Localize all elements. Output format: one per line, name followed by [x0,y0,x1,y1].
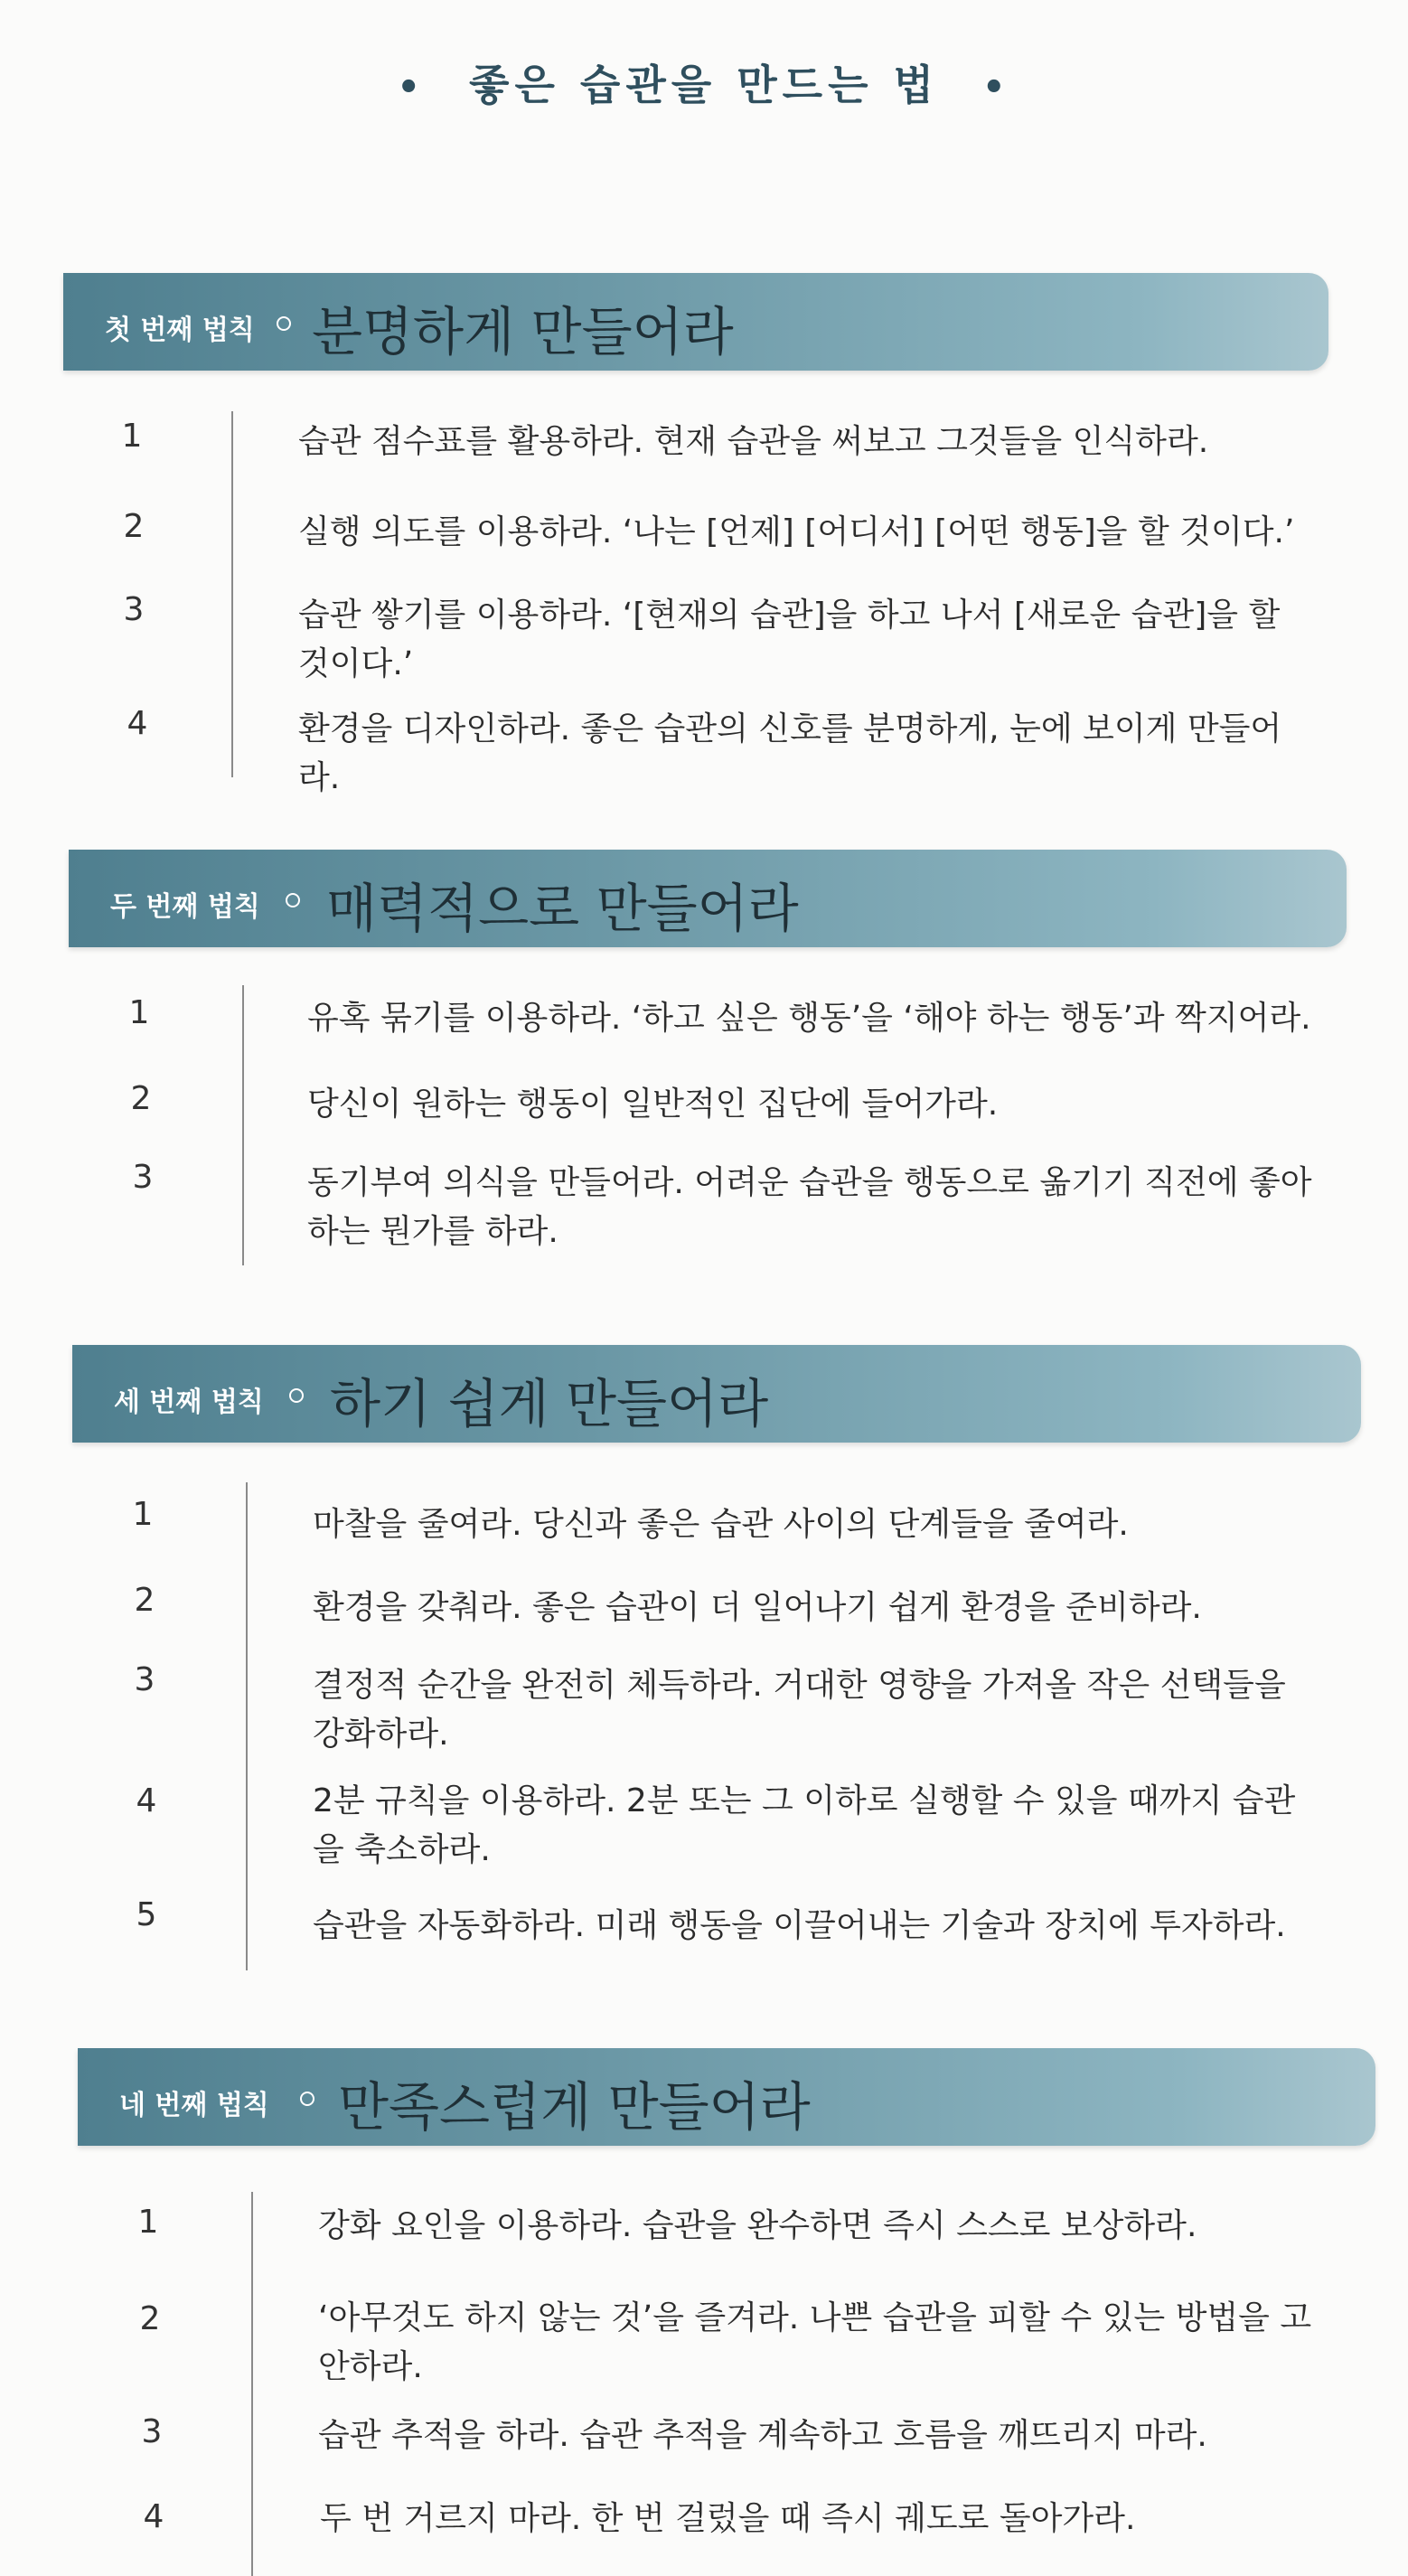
item-text: 마찰을 줄여라. 당신과 좋은 습관 사이의 단계들을 줄여라. [313,1506,1129,1543]
item-text: 강화 요인을 이용하라. 습관을 완수하면 즉시 스스로 보상하라. [318,2207,1197,2244]
item-text: 결정적 순간을 완전히 체득하라. 거대한 영향을 가져올 작은 선택들을 강화하라. [313,1667,1286,1753]
rule-label: 네 번째 법칙 [119,2090,269,2121]
title-bullet-right: • [982,67,1011,108]
title-bullet-left: • [397,67,426,108]
circle-icon [300,2092,314,2106]
item-text: 동기부여 의식을 만들어라. 어려운 습관을 행동으로 옮기기 직전에 좋아하는 뭔가를 하라. [307,1164,1312,1250]
page-title-text: 좋은 습관을 만드는 법 [469,61,939,109]
item-text: 습관 쌓기를 이용하라. ‘[현재의 습관]을 하고 나서 [새로운 습관]을 할 것이다.’ [298,597,1281,682]
item-text: 습관 추적을 하라. 습관 추적을 계속하고 흐름을 깨뜨리지 마라. [318,2417,1207,2454]
item-text: 2분 규칙을 이용하라. 2분 또는 그 이하로 실행할 수 있을 때까지 습관을 축소하라. [313,1782,1296,1868]
item-number: 2 [130,1080,152,1117]
item-number: 5 [136,1896,157,1933]
item-number: 1 [132,1496,154,1533]
page-title [0,52,1408,112]
rule-label: 첫 번째 법칙 [105,315,255,346]
item-number: 1 [137,2204,159,2241]
item-number: 2 [123,508,145,545]
item-number: 3 [141,2413,163,2450]
item-number: 4 [143,2498,164,2535]
circle-icon [277,316,291,331]
rule-label: 세 번째 법칙 [114,1387,264,1418]
item-number: 4 [127,705,148,742]
item-text: 유혹 묶기를 이용하라. ‘하고 싶은 행동’을 ‘해야 하는 행동’과 짝지어라. [307,1000,1311,1037]
item-number: 1 [121,418,143,455]
divider-line [251,2192,253,2576]
rule-heading: 하기 쉽게 만들어라 [330,1373,769,1434]
rule-heading: 만족스럽게 만들어라 [338,2076,811,2138]
item-number: 2 [134,1582,155,1619]
rule-banner [63,273,1328,371]
circle-icon [289,1388,304,1403]
divider-line [242,985,244,1265]
item-number: 3 [123,591,145,628]
rule-heading: 분명하게 만들어라 [312,301,734,362]
rule-heading: 매력적으로 만들어라 [326,878,799,939]
item-number: 3 [132,1159,154,1196]
item-number: 4 [136,1782,157,1819]
divider-line [246,1482,248,1970]
item-text: 실행 의도를 이용하라. ‘나는 [언제] [어디서] [어떤 행동]을 할 것이다.’ [298,513,1295,550]
item-number: 1 [128,994,150,1031]
rule-label: 두 번째 법칙 [110,891,260,923]
divider-line [231,411,233,777]
circle-icon [286,893,300,907]
item-text: 환경을 갖춰라. 좋은 습관이 더 일어나기 쉽게 환경을 준비하라. [313,1589,1202,1626]
item-text: 환경을 디자인하라. 좋은 습관의 신호를 분명하게, 눈에 보이게 만들어라. [298,710,1282,796]
item-text: 두 번 거르지 마라. 한 번 걸렀을 때 즉시 궤도로 돌아가라. [320,2500,1136,2537]
rule-banner [78,2048,1375,2146]
item-number: 2 [139,2300,161,2337]
rule-banner [69,850,1347,947]
item-text: 습관 점수표를 활용하라. 현재 습관을 써보고 그것들을 인식하라. [298,423,1209,460]
rule-banner [72,1345,1361,1443]
item-text: 당신이 원하는 행동이 일반적인 집단에 들어가라. [307,1086,999,1123]
item-text: ‘아무것도 하지 않는 것’을 즐겨라. 나쁜 습관을 피할 수 있는 방법을 고안하라. [318,2299,1312,2385]
item-text: 습관을 자동화하라. 미래 행동을 이끌어내는 기술과 장치에 투자하라. [313,1907,1286,1944]
item-number: 3 [134,1661,155,1698]
